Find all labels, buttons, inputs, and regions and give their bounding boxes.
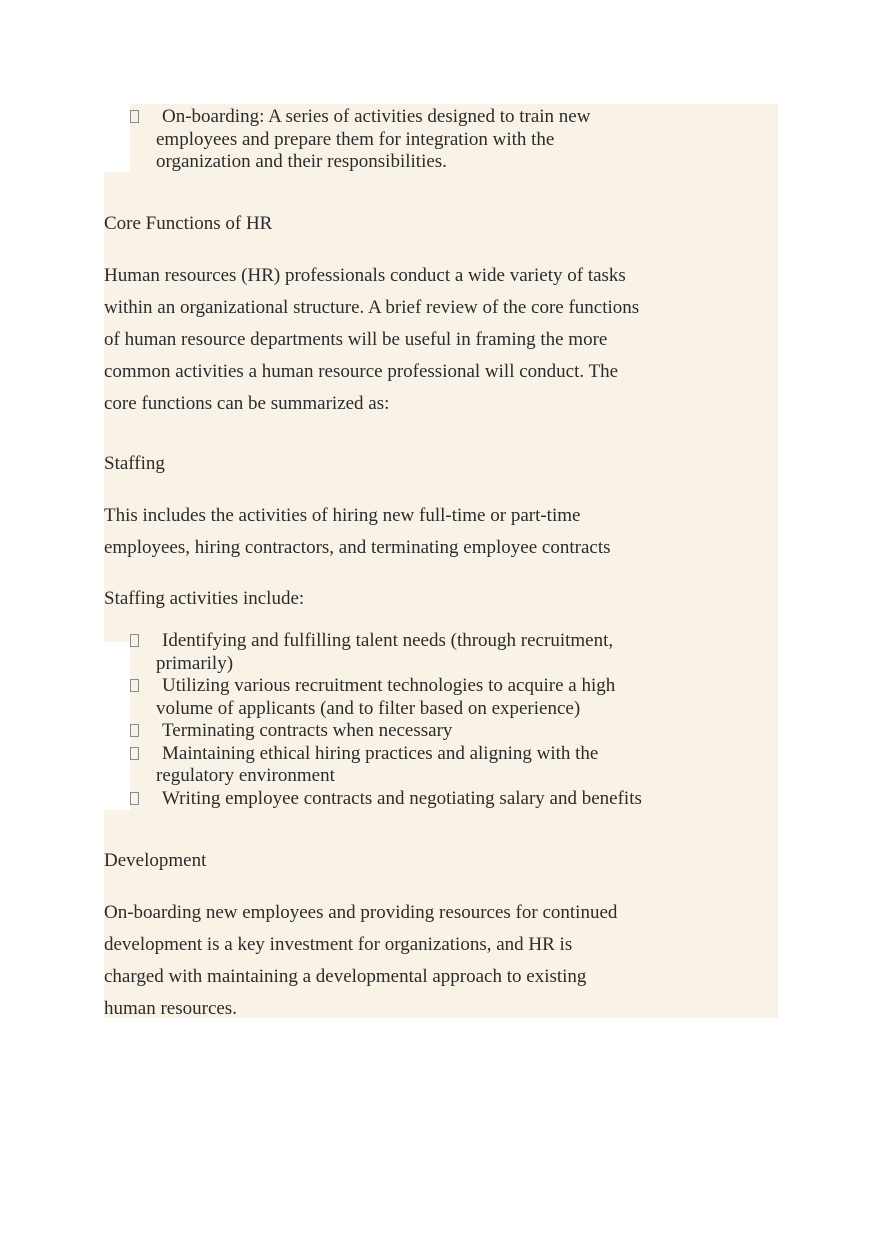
section-heading-development: Development [104, 850, 207, 871]
list-item-text: Terminating contracts when necessary [162, 720, 453, 741]
core-functions-paragraph: Human resources (HR) professionals conduct a wide variety of tasks within an organizational structure. A brief review of the core functions of human resource departments will be useful in framing the more common activities a human resource professional will conduct. The core functions can be summarized as: [104, 265, 640, 414]
staffing-activities-list [130, 630, 660, 810]
checkbox-glyph-icon [130, 634, 139, 647]
checkbox-glyph-icon [130, 724, 139, 737]
list-item-text: On-boarding: A series of activities designed to train new employees and prepare them for integration with the organization and their responsibilities. [156, 106, 591, 172]
list-item-text: Maintaining ethical hiring practices and aligning with the regulatory environment [156, 742, 599, 786]
development-paragraph: On-boarding new employees and providing resources for continued development is a key investment for organizations, and HR is charged with maintaining a developmental approach to existing human resources. [104, 902, 618, 1019]
list-item [130, 720, 660, 743]
checkbox-glyph-icon [130, 110, 139, 123]
onboarding-list [130, 106, 610, 174]
list-item-text: Identifying and fulfilling talent needs (through recruitment, primarily) [156, 630, 614, 674]
staffing-paragraph: This includes the activities of hiring new full-time or part-time employees, hiring contractors, and terminating employee contracts [104, 505, 611, 558]
list-item [130, 743, 660, 788]
list-item [130, 106, 610, 174]
checkbox-glyph-icon [130, 679, 139, 692]
list-item [130, 630, 660, 675]
section-heading-staffing: Staffing [104, 453, 165, 474]
list-item-text: Writing employee contracts and negotiating salary and benefits [162, 787, 642, 809]
list-item [130, 675, 660, 720]
section-heading-core-functions: Core Functions of HR [104, 213, 273, 234]
checkbox-glyph-icon [130, 792, 139, 805]
staffing-list-intro: Staffing activities include: [104, 588, 305, 609]
list-item-text: Utilizing various recruitment technologies to acquire a high volume of applicants (and to filter based on experience) [156, 675, 616, 719]
list-item [130, 788, 660, 811]
checkbox-glyph-icon [130, 747, 139, 760]
